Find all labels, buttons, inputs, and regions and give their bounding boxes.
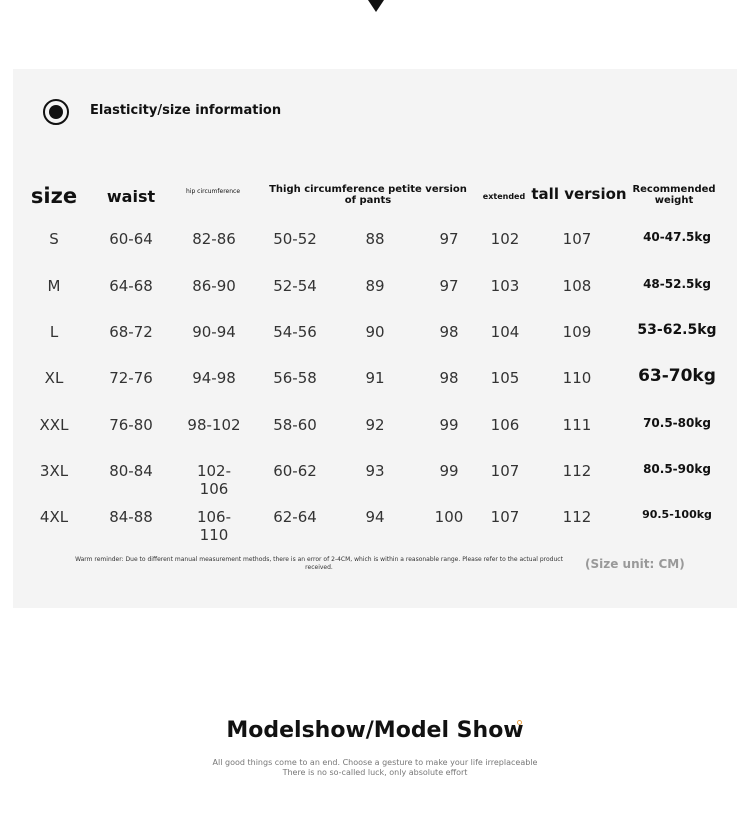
cell-extended: 107 [490, 462, 520, 480]
cell-size: XXL [39, 416, 69, 434]
table-row [13, 416, 737, 446]
cell-thigh: 50-52 [273, 230, 317, 248]
header-hip: hip circumference [185, 188, 241, 195]
cell-tall: 112 [562, 508, 592, 526]
cell-waist: 80-84 [109, 462, 153, 480]
cell-tall: 107 [562, 230, 592, 248]
cell-tall: 112 [562, 462, 592, 480]
cell-waist: 72-76 [109, 369, 153, 387]
cell-petite: 93 [365, 462, 385, 480]
cell-petite: 91 [365, 369, 385, 387]
table-row [13, 277, 737, 307]
cell-petite: 90 [365, 323, 385, 341]
cell-size: XL [44, 369, 64, 387]
header-size: size [30, 184, 78, 208]
cell-thigh: 52-54 [273, 277, 317, 295]
cell-thigh: 54-56 [273, 323, 317, 341]
cell-weight: 53-62.5kg [637, 322, 717, 338]
cell-p2: 98 [439, 369, 459, 387]
cell-hip: 94-98 [192, 369, 236, 387]
cell-hip: 98-102 [187, 416, 241, 434]
section-title: Elasticity/size information [90, 103, 282, 118]
cell-extended: 105 [490, 369, 520, 387]
cell-extended: 103 [490, 277, 520, 295]
size-info-panel [13, 69, 737, 608]
cell-extended: 102 [490, 230, 520, 248]
cell-weight: 63-70kg [638, 366, 716, 386]
cell-waist: 64-68 [109, 277, 153, 295]
subtitle-line-1: All good things come to an end. Choose a gesture to make your life irreplaceable [212, 758, 538, 767]
cell-tall: 110 [562, 369, 592, 387]
header-extended: extended [482, 192, 526, 201]
cell-size: 4XL [39, 508, 69, 526]
cell-waist: 68-72 [109, 323, 153, 341]
cell-thigh: 62-64 [273, 508, 317, 526]
cell-hip: 86-90 [192, 277, 236, 295]
subtitle-line-2: There is no so-called luck, only absolute effort [282, 768, 468, 778]
cell-waist: 84-88 [109, 508, 153, 526]
header-tall: tall version [531, 185, 627, 203]
cell-hip: 90-94 [192, 323, 236, 341]
cell-size: L [49, 323, 59, 341]
header-waist: waist [106, 187, 156, 206]
radio-bullet-icon [43, 99, 69, 125]
cell-size: S [49, 230, 59, 248]
cell-p2: 99 [439, 416, 459, 434]
cell-waist: 60-64 [109, 230, 153, 248]
table-row [13, 508, 737, 544]
cell-tall: 108 [562, 277, 592, 295]
size-unit: (Size unit: CM) [585, 557, 685, 571]
cell-weight: 90.5-100kg [642, 508, 712, 521]
cell-p2: 100 [434, 508, 464, 526]
cell-p2: 98 [439, 323, 459, 341]
cell-size: 3XL [39, 462, 69, 480]
cell-tall: 111 [562, 416, 592, 434]
cell-thigh: 60-62 [273, 462, 317, 480]
sparkle-icon [517, 720, 522, 725]
model-show-title: Modelshow/Model Show [226, 718, 524, 743]
table-row [13, 230, 737, 260]
cell-weight: 80.5-90kg [643, 462, 711, 476]
table-row [13, 462, 737, 498]
cell-weight: 48-52.5kg [643, 277, 711, 291]
model-show-subtitle [0, 758, 750, 779]
cell-petite: 89 [365, 277, 385, 295]
cell-thigh: 56-58 [273, 369, 317, 387]
cell-petite: 92 [365, 416, 385, 434]
down-arrow-icon [368, 0, 384, 12]
cell-p2: 99 [439, 462, 459, 480]
cell-weight: 70.5-80kg [643, 416, 711, 430]
cell-waist: 76-80 [109, 416, 153, 434]
cell-extended: 107 [490, 508, 520, 526]
cell-thigh: 58-60 [273, 416, 317, 434]
cell-tall: 109 [562, 323, 592, 341]
cell-hip: 102-106 [196, 462, 232, 498]
cell-weight: 40-47.5kg [643, 230, 711, 244]
table-row [13, 323, 737, 353]
cell-size: M [47, 277, 61, 295]
cell-hip: 82-86 [192, 230, 236, 248]
header-thigh: Thigh circumference petite version of pants [269, 184, 467, 206]
cell-petite: 94 [365, 508, 385, 526]
header-recommended-weight: Recommended weight [632, 184, 716, 206]
warm-reminder: Warm reminder: Due to different manual measurement methods, there is an error of 2-4CM, which is within a reasonable range. Please refer to the actual product received. [75, 556, 563, 572]
table-row [13, 366, 737, 399]
cell-petite: 88 [365, 230, 385, 248]
cell-extended: 106 [490, 416, 520, 434]
cell-hip: 106-110 [196, 508, 232, 544]
cell-p2: 97 [439, 277, 459, 295]
cell-p2: 97 [439, 230, 459, 248]
cell-extended: 104 [490, 323, 520, 341]
